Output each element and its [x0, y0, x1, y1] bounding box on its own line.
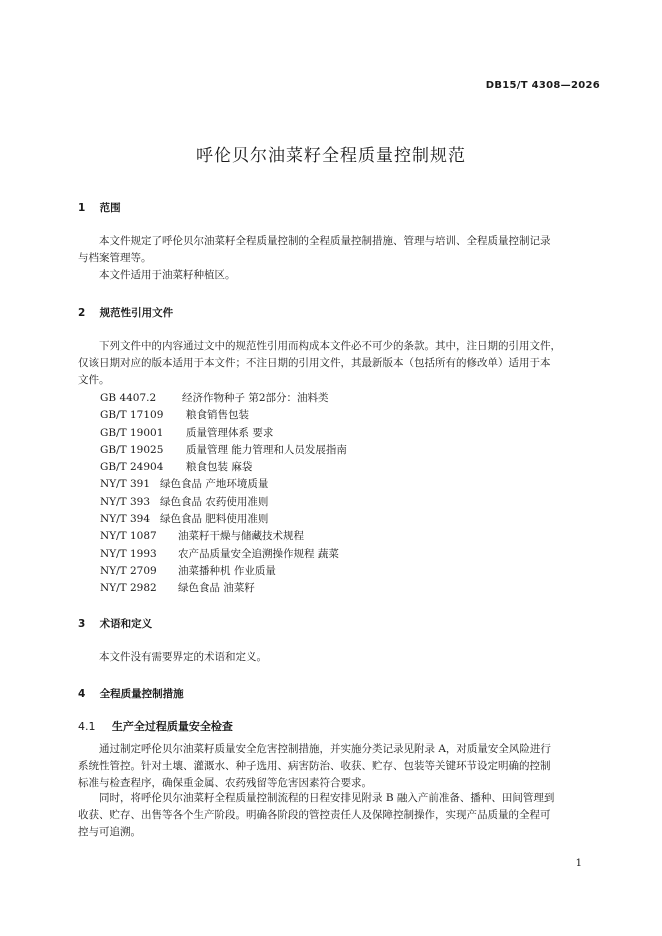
section-3-heading	[78, 616, 152, 631]
reference-name: 质量管理体系 要求	[186, 426, 274, 439]
text-line: 下列文件中的内容通过文中的规范性引用而构成本文件必不可少的条款。其中，注日期的引用文件，	[99, 340, 561, 352]
text-line: 与档案管理等。	[78, 252, 152, 264]
reference-item	[100, 442, 347, 459]
section-title: 术语和定义	[99, 618, 153, 630]
reference-code: GB 4407.2	[100, 392, 157, 404]
reference-item	[100, 563, 347, 580]
terms-paragraph: 本文件没有需要界定的术语和定义。	[99, 651, 267, 663]
references-intro	[78, 338, 602, 389]
reference-code: GB/T 24904	[100, 461, 164, 474]
reference-item	[100, 390, 347, 407]
reference-item	[100, 407, 347, 424]
reference-code: NY/T 1087	[100, 530, 157, 543]
reference-list	[100, 390, 347, 598]
text-line: 标准与检查程序，确保重金属、农药残留等危害因素符合要求。	[78, 777, 372, 789]
section-4-heading	[78, 686, 184, 701]
scope-applicability: 本文件适用于油菜籽种植区。	[99, 269, 236, 281]
section-title: 全程质量控制措施	[99, 688, 184, 700]
reference-item	[100, 511, 347, 528]
text-line: 通过制定呼伦贝尔油菜籽质量安全危害控制措施，并实施分类记录见附录 A，对质量安全风险进行	[99, 743, 551, 755]
text-line: 控与可追溯。	[78, 826, 141, 838]
section-number: 4	[78, 688, 86, 700]
subsection-number: 4.1	[78, 720, 96, 733]
reference-code: NY/T 1993	[100, 547, 157, 560]
section-number: 1	[78, 202, 86, 214]
section-title: 范围	[99, 202, 121, 214]
section-number: 3	[78, 618, 86, 630]
reference-name: 油菜播种机 作业质量	[178, 564, 276, 577]
reference-item	[100, 580, 347, 597]
reference-code: GB/T 19025	[100, 443, 164, 456]
text-line: 本文件规定了呼伦贝尔油菜籽全程质量控制的全程质量控制措施、管理与培训、全程质量控制记录	[99, 235, 551, 247]
reference-name: 农产品质量安全追溯操作规程 蔬菜	[178, 547, 339, 560]
reference-code: GB/T 19001	[100, 426, 164, 439]
reference-item	[100, 546, 347, 563]
doc-number: DB15/T 4308—2026	[485, 80, 600, 91]
reference-item	[100, 425, 347, 442]
document-title: 呼伦贝尔油菜籽全程质量控制规范	[196, 146, 466, 166]
page-number: 1	[575, 858, 582, 869]
text-line: 同时，将呼伦贝尔油菜籽全程质量控制流程的日程安排见附录 B 融入产前准备、播种、田间管理到	[99, 792, 555, 804]
reference-item	[100, 459, 347, 476]
reference-code: GB/T 17109	[100, 409, 164, 422]
text-line: 文件。	[78, 374, 110, 386]
scope-paragraph	[78, 233, 602, 267]
text-line: 仅该日期对应的版本适用于本文件；不注日期的引用文件，其最新版本（包括所有的修改单）适用于本	[78, 357, 551, 369]
reference-name: 绿色食品 肥料使用准则	[160, 513, 269, 526]
reference-name: 经济作物种子 第2部分：油料类	[182, 392, 329, 404]
text-line: 收获、贮存、出售等各个生产阶段。明确各阶段的管控责任人及保障控制操作，实现产品质量的全程可	[78, 809, 551, 821]
reference-name: 绿色食品 油菜籽	[178, 582, 255, 595]
reference-name: 油菜籽干燥与储藏技术规程	[178, 530, 304, 543]
reference-code: NY/T 393	[100, 495, 151, 508]
section-1-heading	[78, 200, 121, 215]
reference-code: NY/T 394	[100, 513, 151, 526]
reference-name: 粮食销售包装	[186, 409, 249, 422]
reference-code: NY/T 391	[100, 478, 151, 491]
reference-code: NY/T 2709	[100, 564, 157, 577]
section-title: 规范性引用文件	[99, 307, 174, 319]
reference-name: 绿色食品 农药使用准则	[160, 495, 269, 508]
reference-item	[100, 494, 347, 511]
reference-code: NY/T 2982	[100, 582, 157, 595]
reference-name: 粮食包装 麻袋	[186, 461, 253, 474]
section-2-heading	[78, 305, 173, 320]
section-number: 2	[78, 307, 86, 319]
inspection-paragraph-1	[78, 741, 602, 792]
inspection-paragraph-2	[78, 790, 602, 841]
subsection-4-1-heading	[78, 718, 233, 734]
reference-item	[100, 528, 347, 545]
subsection-title: 生产全过程质量安全检查	[111, 720, 233, 733]
reference-name: 质量管理 能力管理和人员发展指南	[186, 443, 347, 456]
reference-name: 绿色食品 产地环境质量	[160, 478, 269, 491]
text-line: 系统性管控。针对土壤、灌溉水、种子选用、病害防治、收获、贮存、包装等关键环节设定明确的控制	[78, 760, 551, 772]
reference-item	[100, 476, 347, 493]
